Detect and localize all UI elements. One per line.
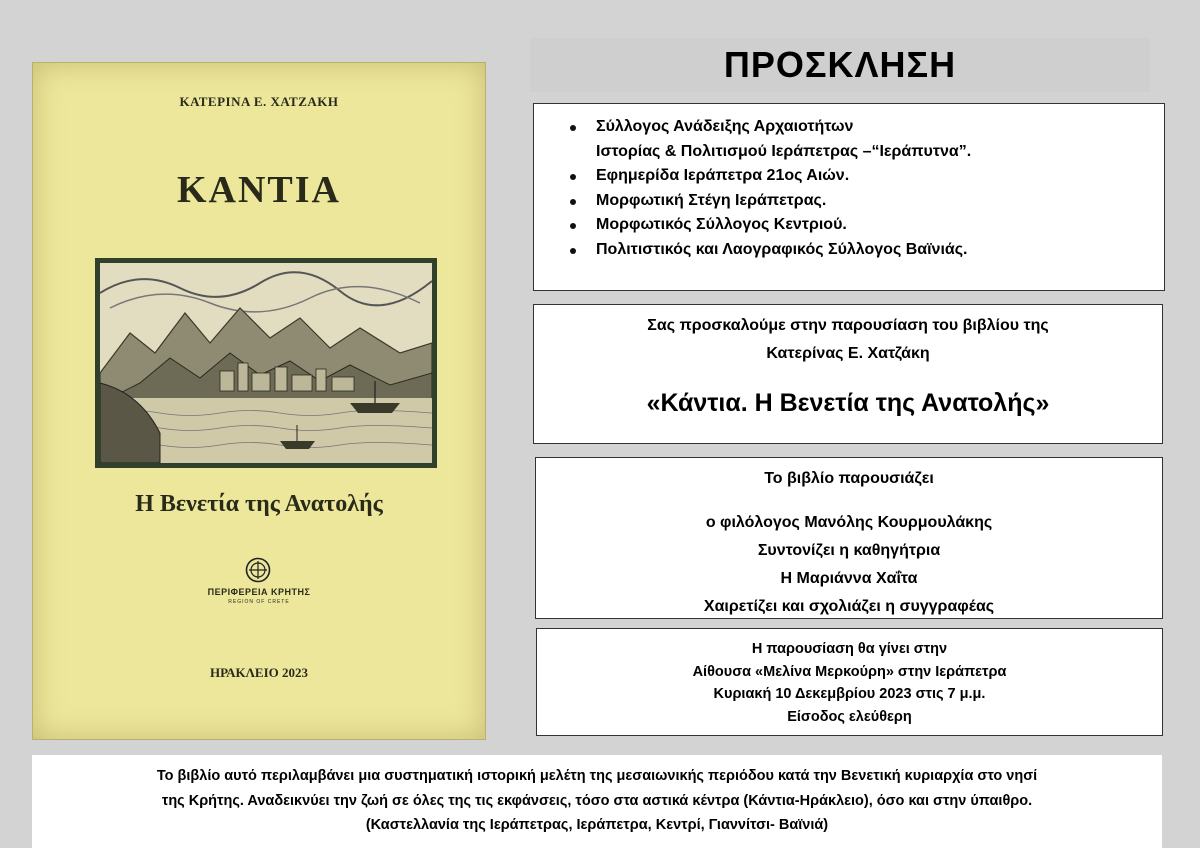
cover-place-year: ΗΡΑΚΛΕΙΟ 2023: [209, 665, 309, 680]
presentation-line: Χαιρετίζει και σχολιάζει η συγγραφέας: [703, 598, 995, 615]
cover-title: ΚΑΝΤΙΑ: [176, 169, 342, 211]
bullet-icon: [570, 125, 576, 131]
organizer-name: Μορφωτική Στέγη Ιεράπετρας.: [596, 191, 827, 209]
organizer-item: [570, 115, 1164, 164]
venue-line: Αίθουσα «Μελίνα Μερκούρη» στην Ιεράπετρα: [692, 663, 1007, 680]
presentation-line: Η Μαριάννα Χαΐτα: [780, 570, 918, 587]
book-cover: [32, 62, 486, 740]
organizer-name: Σύλλογος Ανάδειξης Αρχαιοτήτων: [596, 118, 854, 135]
bullet-icon: [570, 199, 576, 205]
organizer-item: [570, 164, 1164, 189]
presentation-lines: [536, 509, 1162, 621]
presentation-line: Συντονίζει η καθηγήτρια: [757, 542, 941, 559]
invitation-author: Κατερίνας Ε. Χατζάκη: [766, 345, 930, 362]
organizer-name: Εφημερίδα Ιεράπετρα 21ος Αιών.: [596, 167, 850, 184]
presentation-line: ο φιλόλογος Μανόλης Κουρμουλάκης: [705, 514, 993, 531]
organizers-list: [570, 115, 1164, 262]
region-emblem-icon: [245, 557, 271, 583]
organizers-box: [533, 103, 1165, 291]
organizer-name: Μορφωτικός Σύλλογος Κεντριού.: [596, 216, 847, 233]
venue-box: [536, 628, 1163, 736]
presentation-box: [535, 457, 1163, 619]
presentation-intro: Το βιβλίο παρουσιάζει: [764, 470, 934, 487]
invitation-book-title: «Κάντια. Η Βενετία της Ανατολής»: [646, 389, 1050, 417]
venue-line: Κυριακή 10 Δεκεμβρίου 2023 στις 7 μ.μ.: [713, 686, 986, 702]
book-description-footer: [32, 755, 1162, 848]
invitation-line: Σας προσκαλούμε στην παρουσίαση του βιβλίου της: [647, 317, 1049, 334]
organizer-item: [570, 213, 1164, 238]
organizer-item: [570, 238, 1164, 263]
bullet-icon: [570, 174, 576, 180]
cover-subtitle: Η Βενετία της Ανατολής: [135, 491, 383, 517]
cover-publisher-region: ΠΕΡΙΦΕΡΕΙΑ ΚΡΗΤΗΣ: [207, 587, 311, 597]
cover-publisher-region-en: REGION OF CRETE: [228, 599, 290, 605]
cover-author: ΚΑΤΕΡΙΝΑ Ε. ΧΑΤΖΑΚΗ: [179, 94, 339, 109]
venue-line: Είσοδος ελεύθερη: [787, 708, 912, 725]
venue-line: Η παρουσίαση θα γίνει στην: [751, 641, 948, 657]
invitation-heading: ΠΡΟΣΚΛΗΣΗ: [530, 38, 1150, 92]
cover-engraving-illustration: [95, 258, 437, 468]
footer-line: (Καστελλανία της Ιεράπετρας, Ιεράπετρα, Κεντρί, Γιαννίτσι- Βαϊνιά): [365, 817, 829, 833]
invitation-box: [533, 304, 1163, 444]
footer-line: της Κρήτης. Αναδεικνύει την ζωή σε όλες της τις εκφάνσεις, τόσο στα αστικά κέντρα (Κάντια-Ηράκλειο), όσο και στην ύπαιθρο.: [161, 792, 1033, 809]
bullet-icon: [570, 223, 576, 229]
footer-line: Το βιβλίο αυτό περιλαμβάνει μια συστηματική ιστορική μελέτη της μεσαιωνικής περιόδου κατά την Βενετική κυριαρχία στο νησί: [156, 768, 1038, 784]
organizer-name-continued: Ιστορίας & Πολιτισμού Ιεράπετρας –“Ιεράπυτνα”.: [596, 142, 972, 160]
engraving-picture: [100, 263, 432, 463]
organizer-name: Πολιτιστικός και Λαογραφικός Σύλλογος Βαϊνιάς.: [596, 240, 968, 258]
bullet-icon: [570, 248, 576, 254]
organizer-item: [570, 189, 1164, 214]
